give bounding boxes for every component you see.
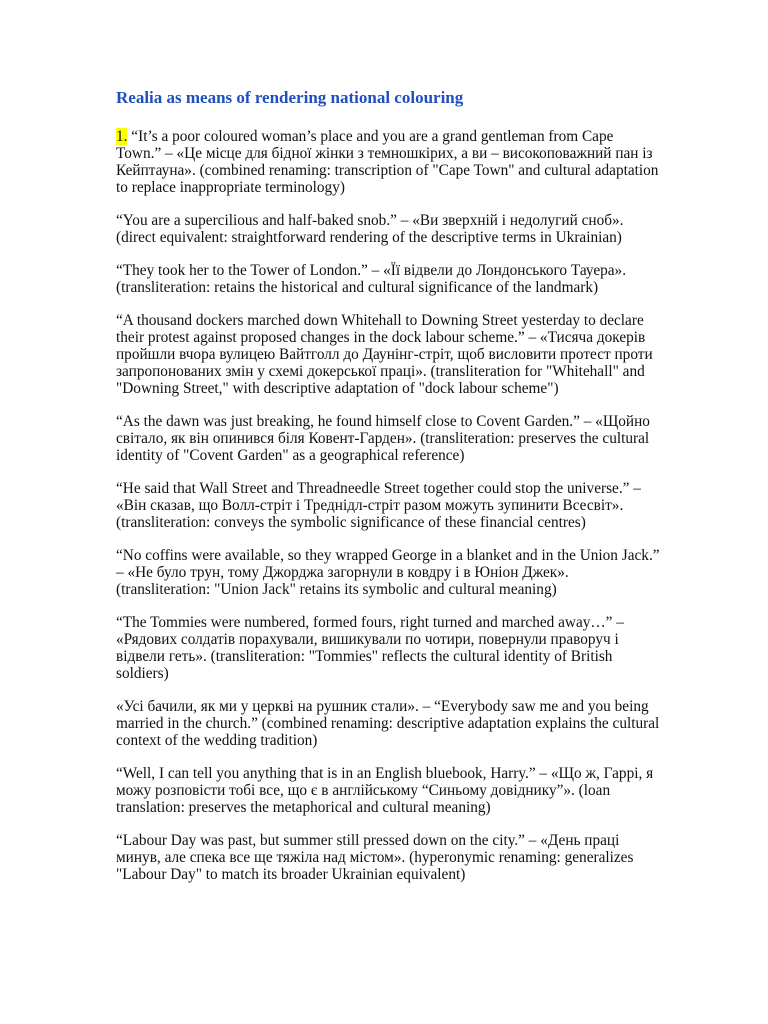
example-paragraph-2: “You are a supercilious and half-baked snob.” – «Ви зверхній і недолугий сноб». (direct equivalent: straightforward rendering of the descriptive terms in Ukrainian) [116, 212, 624, 246]
example-paragraph-11: “Labour Day was past, but summer still pressed down on the city.” – «День праці минув, але спека все ще тяжіла над містом». (hyperonymic renaming: generalizes "Labour Day" to match its broader Ukrainian equivalent) [116, 832, 634, 883]
example-paragraph-3: “They took her to the Tower of London.” – «Її відвели до Лондонського Тауера». (transliteration: retains the historical and cultural significance of the landmark) [116, 262, 627, 296]
item-number-highlight: 1. [116, 128, 128, 145]
example-paragraph-4: “A thousand dockers marched down Whitehall to Downing Street yesterday to declare their protest against proposed changes in the dock labour scheme.” – «Тисяча докерів пройшли вчора вулицею Вайтголл до Даунінг-стріт, щоб висловити протест проти запропонованих змін у схемі докерської праці». (transliteration for "Whitehall" and "Downing Street," with descriptive adaptation of "dock labour scheme") [116, 312, 653, 397]
example-paragraph-8: “The Tommies were numbered, formed fours, right turned and marched away…” – «Рядових солдатів порахували, вишикували по чотири, повернули праворуч і відвели геть». (transliteration: "Tommies" reflects the cultural identity of British soldiers) [116, 614, 624, 682]
example-paragraph-1 [116, 128, 661, 196]
document-page [116, 86, 661, 899]
example-paragraph-9: «Усі бачили, як ми у церкві на рушник стали». – “Everybody saw me and you being married in the church.” (combined renaming: descriptive adaptation explains the cultural context of the wedding tradition) [116, 698, 660, 749]
example-paragraph-5: “As the dawn was just breaking, he found himself close to Covent Garden.” – «Щойно світало, як він опинився біля Ковент-Гарден». (transliteration: preserves the cultural identity of "Covent Garden" as a geographical reference) [116, 413, 650, 464]
example-paragraph-7: “No coffins were available, so they wrapped George in a blanket and in the Union Jack.” – «Не було трун, тому Джорджа загорнули в ковдру і в Юніон Джек». (transliteration: "Union Jack" retains its symbolic and cultural meaning) [116, 547, 660, 598]
example-paragraph-6: “He said that Wall Street and Threadneedle Street together could stop the universe.” – «Він сказав, що Волл-стріт і Треднідл-стріт разом можуть зупинити Всесвіт». (transliteration: conveys the symbolic significance of these financial centres) [116, 480, 641, 531]
document-title: Realia as means of rendering national colouring [116, 88, 464, 107]
example-text-1: “It’s a poor coloured woman’s place and you are a grand gentleman from Cape Town.” – «Це місце для бідної жінки з темношкірих, а ви – високоповажний пан із Кейптауна». (combined renaming: transcription of "Cape Town" and cultural adaptation to replace inappropriate terminology) [116, 128, 659, 196]
example-paragraph-10: “Well, I can tell you anything that is in an English bluebook, Harry.” – «Що ж, Гаррі, я можу розповісти тобі все, що є в англійському “Синьому довіднику”». (loan translation: preserves the metaphorical and cultural meaning) [116, 765, 654, 816]
